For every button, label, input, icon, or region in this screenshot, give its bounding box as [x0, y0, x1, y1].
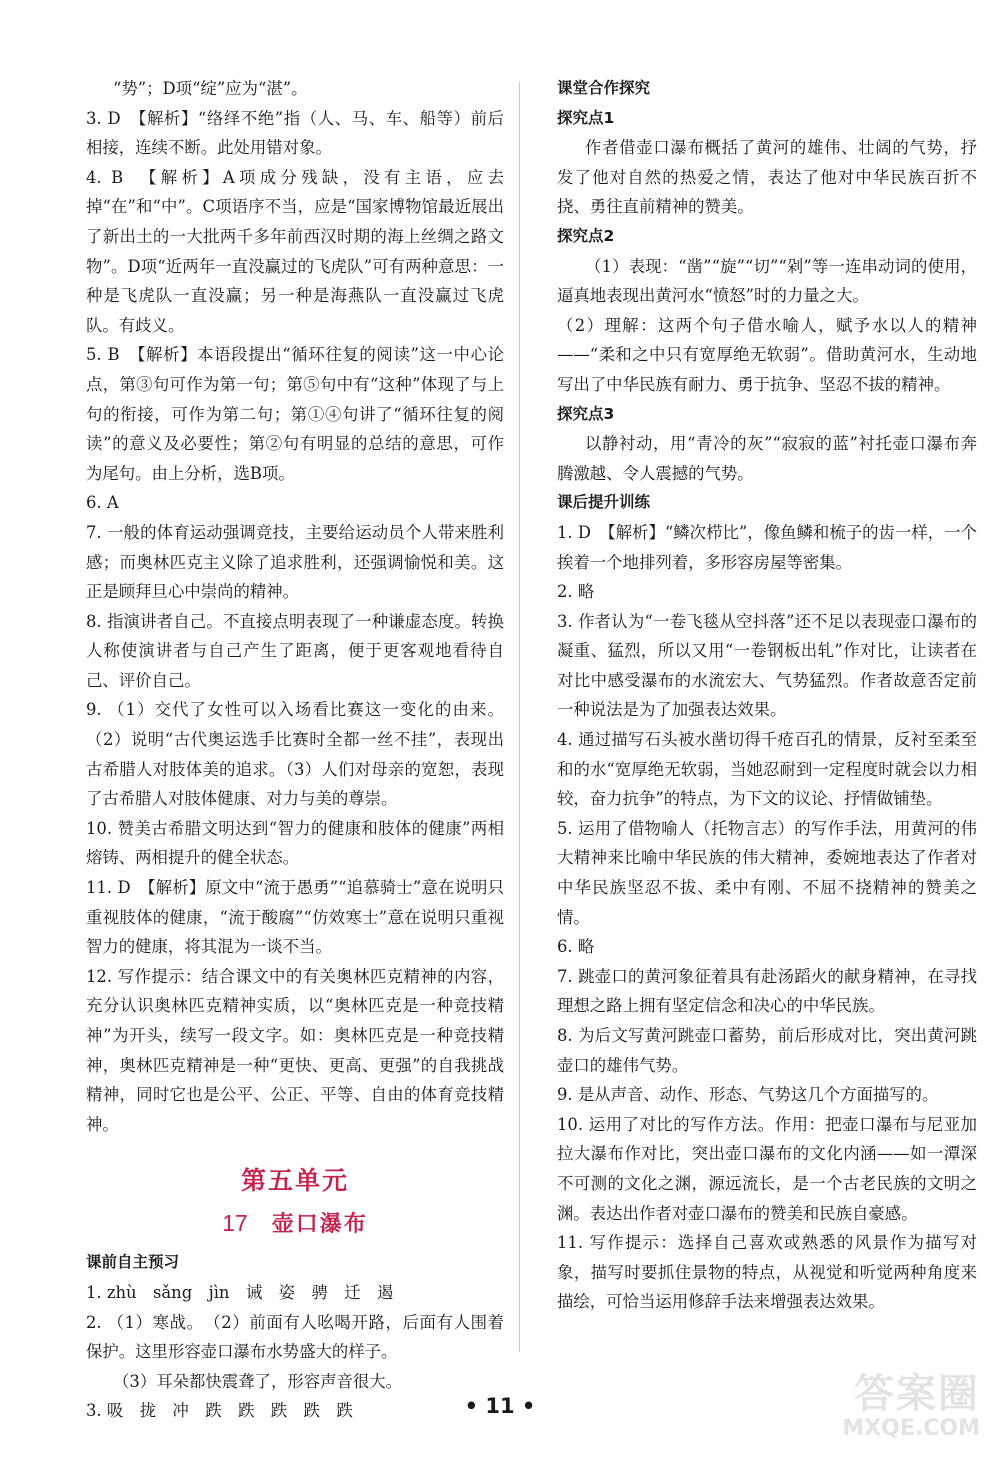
lesson-number: 17: [222, 1210, 248, 1237]
preview-item-4: 3. 吸 拢 冲 跌 跌 跌 跌 跌: [86, 1401, 353, 1421]
answer-item-3: 4. B 【解析】A项成分残缺，没有主语，应去掉“在”和“中”。C项语序不当，应是“国家博物馆最近展出了新出土的一大批两千多年前西汉时期的海上丝绸之路文物”。D项“近两年一直没赢过的飞虎队”可有两种意思：一种是飞虎队一直没赢；另一种是海燕队一直没赢过飞虎队。有歧义。: [86, 167, 504, 335]
right-item-11: 2. 略: [557, 582, 595, 602]
answer-item-11: 12. 写作提示：结合课文中的有关奥林匹克精神的内容，充分认识奥林匹克精神实质，以“奥林匹克是一种竞技精神”为开头，续写一段文字。如：奥林匹克是一种竞技精神，奥林匹克精神是一种“更快、更高、更强”的自我挑战精神，同时它也是公平、公正、平等、自由的体育竞技精神。: [86, 966, 504, 1134]
answer-item-6: 7. 一般的体育运动强调竞技，主要给运动员个人带来胜利感；而奥林匹克主义除了追求胜利，还强调愉悦和美。这正是顾拜旦心中崇尚的精神。: [86, 522, 504, 602]
watermark-url: MXQE.COM: [842, 1416, 980, 1441]
answer-item-9: 10. 赞美古希腊文明达到“智力的健康和肢体的健康”两相熔铸、两相提升的健全状态。: [86, 818, 504, 868]
right-item-8: 以静衬动，用“青冷的灰”“寂寂的蓝”衬托壶口瀑布奔腾激越、令人震撼的气势。: [557, 434, 977, 483]
answer-item-5: 6. A: [86, 493, 119, 513]
watermark-logo: [810, 1372, 980, 1452]
left-answers: [86, 74, 504, 1139]
lesson-title: [86, 1207, 504, 1238]
preview-item-1: 1. zhù sǎng jìn 诫 姿 骋 迁 遏: [86, 1282, 394, 1302]
right-item-4: 探究点2: [557, 226, 615, 245]
right-item-10: 1. D 【解析】“鳞次栉比”，像鱼鳞和梳子的齿一样，一个挨着一个地排列着，多形容房屋等密集。: [557, 522, 977, 572]
right-item-12: 3. 作者认为“一卷飞毯从空抖落”还不足以表现壶口瀑布的凝重、猛烈，所以又用“一卷钢板出轧”作对比，让读者在对比中感受瀑布的水流宏大、气势猛烈。作者故意否定前一种说法是为了加强表达效果。: [557, 611, 977, 720]
page-number: • 11 •: [464, 1394, 536, 1418]
unit-title: 第五单元: [240, 1166, 349, 1196]
right-item-15: 6. 略: [557, 937, 595, 957]
right-column: [557, 74, 977, 1317]
right-item-3: 作者借壶口瀑布概括了黄河的雄伟、壮阔的气势，抒发了他对自然的热爱之情，表达了他对中华民族百折不挠、勇往直前精神的赞美。: [557, 138, 977, 217]
right-item-13: 4. 通过描写石头被水凿切得千疮百孔的情景，反衬至柔至和的水“宽厚绝无软弱，当她忍耐到一定程度时就会以力相较，奋力抗争”的特点，为下文的议论、抒情做铺垫。: [557, 730, 977, 809]
right-item-18: 9. 是从声音、动作、形态、气势这几个方面描写的。: [557, 1085, 939, 1105]
right-item-5: （1）表现：“凿”“旋”“切”“剁”等一连串动词的使用，逼真地表现出黄河水“愤怒”时的力量之大。: [557, 256, 977, 306]
right-item-17: 8. 为后文写黄河跳壶口蓄势，前后形成对比，突出黄河跳壶口的雄伟气势。: [557, 1026, 977, 1075]
preview-item-3: （3）耳朵都快震聋了，形容声音很大。: [113, 1371, 403, 1391]
right-item-20: 11. 写作提示：选择自己喜欢或熟悉的风景作为描写对象，描写时要抓住景物的特点，从视觉和听觉两种角度来描绘，可恰当运用修辞手法来增强表达效果。: [557, 1233, 977, 1312]
answer-item-4: 5. B 【解析】本语段提出“循环往复的阅读”这一中心论点，第③句可作为第一句；第⑤句中有“这种”体现了与上句的衔接，可作为第二句；第①④句讲了“循环往复的阅读”的意义及必要性；第②句有明显的总结的意思，可作为尾句。由上分析，选B项。: [86, 345, 504, 483]
preview-item-2: 2. （1）寒战。 （2）前面有人吆喝开路，后面有人围着保护。这里形容壶口瀑布水势盛大的样子。: [86, 1312, 504, 1362]
right-item-7: 探究点3: [557, 404, 615, 423]
right-answers: [557, 74, 977, 1317]
right-item-9: 课后提升训练: [557, 493, 651, 512]
right-item-2: 探究点1: [557, 108, 615, 127]
preview-heading: 课前自主预习: [86, 1253, 180, 1272]
column-divider: [519, 82, 520, 1352]
right-item-1: 课堂合作探究: [557, 79, 651, 97]
lesson-name: 壶口瀑布: [271, 1212, 368, 1238]
right-item-6: （2）理解：这两个句子借水喻人，赋予水以人的精神——“柔和之中只有宽厚绝无软弱”。借助黄河水，生动地写出了中华民族有耐力、勇于抗争、坚忍不拔的精神。: [557, 315, 977, 394]
answer-item-10: 11. D 【解析】原文中“流于愚勇”“追慕骑士”意在说明只重视肢体的健康，“流于酸腐”“仿效寒士”意在说明只重视智力的健康，将其混为一谈不当。: [86, 878, 504, 957]
answer-item-8: 9. （1）交代了女性可以入场看比赛这一变化的由来。（2）说明“古代奥运选手比赛时全都一丝不挂”，表现出古希腊人对肢体美的追求。（3）人们对母亲的宽恕，表现了古希腊人对肢体健康、对力与美的尊崇。: [86, 700, 504, 809]
answer-item-2: 3. D 【解析】“络绎不绝”指（人、马、车、船等）前后相接，连续不断。此处用错对象。: [86, 108, 504, 158]
right-item-14: 5. 运用了借物喻人（托物言志）的写作手法，用黄河的伟大精神来比喻中华民族的伟大精神，委婉地表达了作者对中华民族坚忍不拔、柔中有刚、不屈不挠精神的赞美之情。: [557, 818, 977, 927]
right-item-19: 10. 运用了对比的写作方法。作用：把壶口瀑布与尼亚加拉大瀑布作对比，突出壶口瀑布的文化内涵——如一潭深不可测的文化之渊，源远流长，是一个古老民族的文明之渊。表达出作者对壶口瀑布的赞美和民族自豪感。: [557, 1114, 977, 1223]
right-item-16: 7. 跳壶口的黄河象征着具有赴汤蹈火的献身精神，在寻找理想之路上拥有坚定信念和决心的中华民族。: [557, 966, 977, 1016]
answer-item-7: 8. 指演讲者自己。不直接点明表现了一种谦虚态度。转换人称使演讲者与自己产生了距离，便于更客观地看待自己、评价自己。: [86, 611, 504, 690]
answer-item-1: “势”；D项“绽”应为“湛”。: [113, 79, 308, 98]
watermark-text: 答案圈: [854, 1371, 980, 1417]
left-column: [86, 74, 504, 1426]
